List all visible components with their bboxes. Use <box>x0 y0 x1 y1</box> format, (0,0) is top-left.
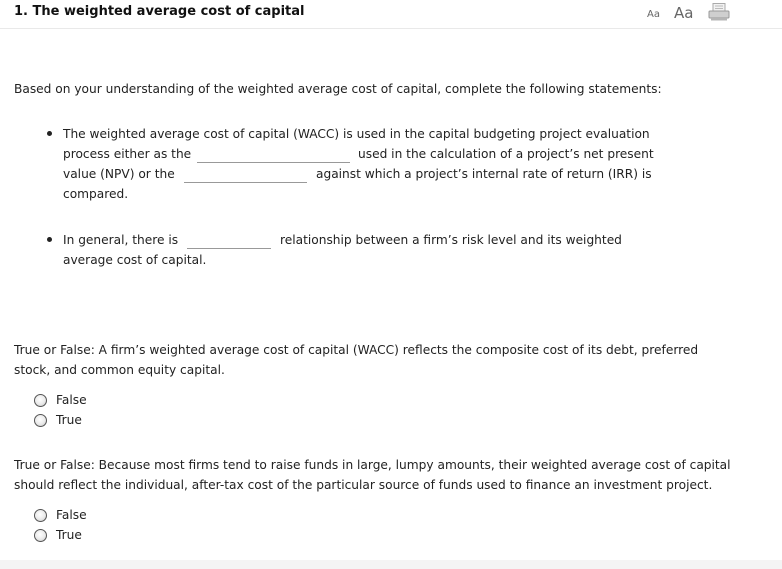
header-divider <box>0 28 782 29</box>
question-title: 1. The weighted average cost of capital <box>14 4 305 19</box>
statement-2-line-2: average cost of capital. <box>63 253 207 267</box>
bullet-marker <box>47 131 52 136</box>
instructions-text: Based on your understanding of the weighted average cost of capital, complete the following statements: <box>14 82 662 96</box>
statement-1-line-4: compared. <box>63 187 129 201</box>
statement-1-line-2b: used in the calculation of a project’s net present <box>358 147 654 161</box>
statement-1-line-3b: against which a project’s internal rate of return (IRR) is <box>316 167 652 181</box>
q1-true-label[interactable]: True <box>56 413 82 427</box>
font-size-large-button[interactable]: Aa <box>674 4 694 22</box>
q2-true-label[interactable]: True <box>56 528 82 542</box>
q1-true-radio[interactable] <box>34 414 47 427</box>
question-1-line-1: True or False: A firm’s weighted average cost of capital (WACC) reflects the composite cost of its debt, preferred <box>14 343 699 357</box>
statement-1-line-3a: value (NPV) or the <box>63 167 175 181</box>
statement-2-line-1a: In general, there is <box>63 233 179 247</box>
statement-2-line-1b: relationship between a firm’s risk level and its weighted <box>280 233 622 247</box>
statement-1-line-2a: process either as the <box>63 147 192 161</box>
q2-true-radio[interactable] <box>34 529 47 542</box>
statement-1-line-1: The weighted average cost of capital (WACC) is used in the capital budgeting project evaluation <box>63 127 650 141</box>
q2-false-radio[interactable] <box>34 509 47 522</box>
q1-false-label[interactable]: False <box>56 393 87 407</box>
q1-false-radio[interactable] <box>34 394 47 407</box>
question-2-line-1: True or False: Because most firms tend to raise funds in large, lumpy amounts, their weighted average cost of capital <box>14 458 731 472</box>
font-size-small-button[interactable]: Aa <box>647 9 660 20</box>
blank-dropdown-1[interactable] <box>197 162 350 163</box>
blank-dropdown-2[interactable] <box>184 182 307 183</box>
q2-false-label[interactable]: False <box>56 508 87 522</box>
question-1-line-2: stock, and common equity capital. <box>14 363 225 377</box>
print-icon[interactable] <box>708 3 730 21</box>
footer-shade <box>0 560 782 569</box>
question-2-line-2: should reflect the individual, after-tax cost of the particular source of funds used to finance an investment project. <box>14 478 713 492</box>
bullet-marker <box>47 237 52 242</box>
blank-dropdown-3[interactable] <box>187 248 271 249</box>
